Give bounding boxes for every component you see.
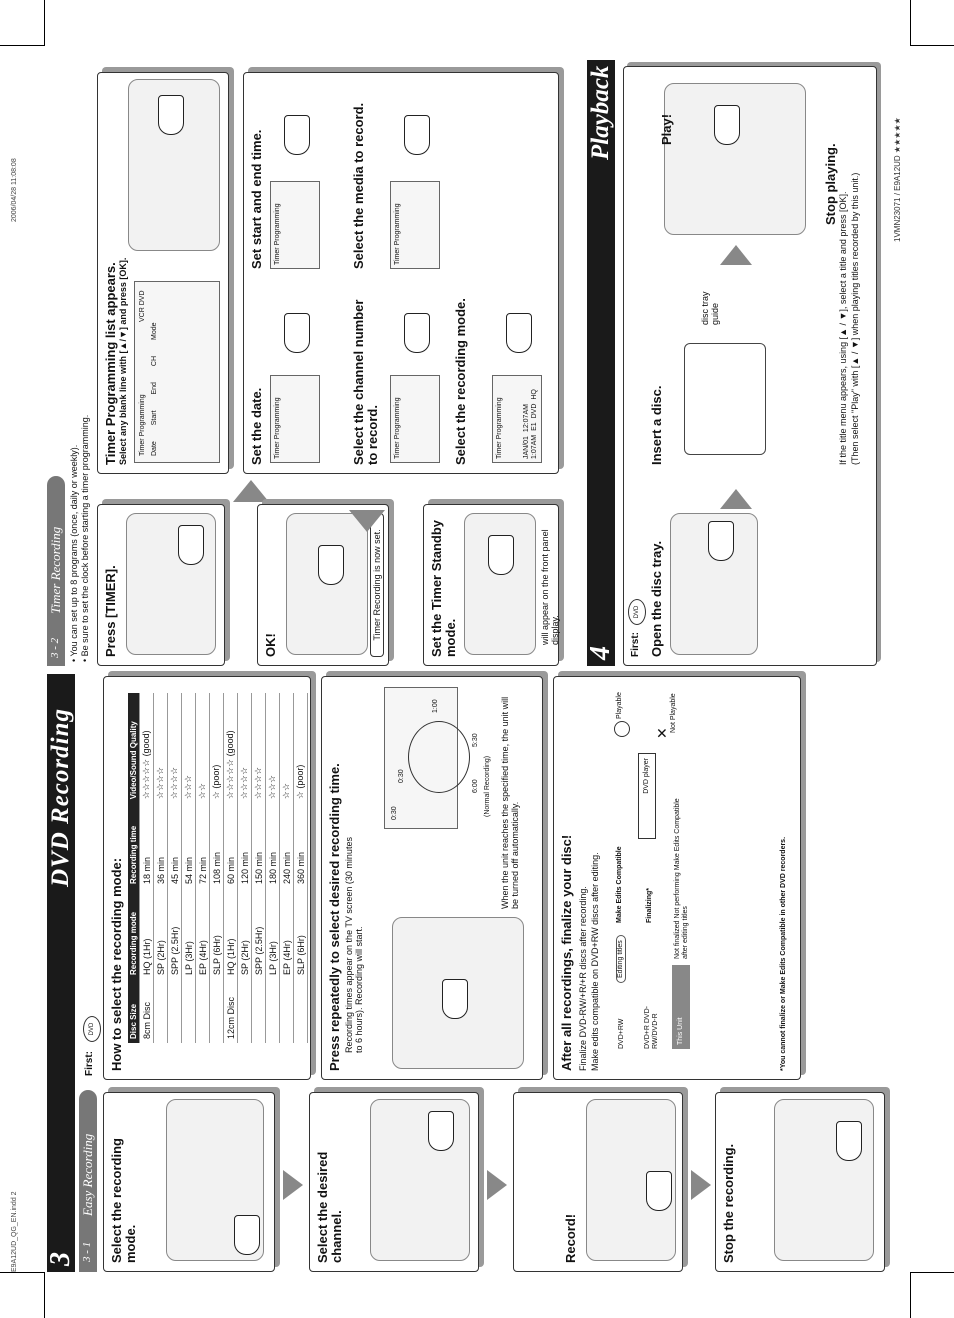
timer-set-message: Timer Recording is now set.: [370, 513, 384, 657]
table-cell: 60 min: [224, 803, 238, 888]
pointing-hand-icon: [234, 1215, 260, 1255]
recording-mode-table: Disc Size Recording mode Recording time Video/Sound Quality 8cm Disc HQ (1Hr) 18 min ☆☆☆☆☆ (good) SP (2Hr) 36 min ☆☆☆☆ SPP (2.5Hr) 45 min ☆☆☆☆ LP (3Hr) 54 min ☆☆☆ EP (4Hr) 72 min ☆☆ SLP (6Hr) 108 min ☆ (poor) 12cm Disc HQ (1Hr) 60 min ☆☆☆☆☆ (good) SP (2Hr) 120 min ☆☆☆☆ SPP (2.5Hr) 150 min ☆☆☆☆ LP (3Hr) 180 min ☆☆☆ EP (4Hr) 240 min ☆☆ SLP (6Hr) 360 min ☆ (poor): [128, 693, 308, 1043]
first-label: First:: [84, 1051, 95, 1076]
table-cell: ☆☆☆☆: [238, 693, 252, 803]
table-cell: SPP (2.5Hr): [168, 888, 182, 979]
table-cell: SPP (2.5Hr): [252, 888, 266, 979]
print-date: 2006/04/28 11:08:08: [11, 158, 18, 222]
table-cell: HQ (1Hr): [224, 888, 238, 979]
step-ok: OK! Timer Recording is now set.: [257, 504, 389, 666]
table-cell: 120 min: [238, 803, 252, 888]
step-press-timer: Press [TIMER].: [97, 504, 225, 666]
pointing-hand-icon: [284, 313, 310, 353]
table-cell: [154, 979, 168, 1043]
playable-icon: [614, 721, 630, 737]
table-cell: LP (3Hr): [182, 888, 196, 979]
table-cell: 108 min: [210, 803, 224, 888]
table-cell: HQ (1Hr): [140, 888, 154, 979]
step-stop-recording: Stop the recording.: [715, 1092, 885, 1272]
recording-time-panel: Press repeatedly to select desired recording time. Recording times appear on the TV screen (30 minutes to 6 hours). Recording will start. 0:30 0:30 1:00 5:30 6:00 (Normal Recording) When the unit reaches the specified time, the unit will be turned off automatically.: [321, 676, 543, 1080]
crop-mark: [0, 1272, 44, 1273]
pointing-hand-icon: [506, 313, 532, 353]
table-cell: SP (2Hr): [154, 888, 168, 979]
crop-mark: [44, 1272, 45, 1318]
table-cell: [210, 979, 224, 1043]
section3-banner: [47, 674, 75, 1272]
table-row: [182, 693, 196, 1043]
sub-easy-recording: 3 - 1 Easy Recording: [79, 1090, 97, 1272]
table-cell: 180 min: [266, 803, 280, 888]
table-cell: [294, 979, 308, 1043]
normal-recording-label: (Normal Recording): [484, 755, 491, 817]
pointing-hand-icon: [284, 115, 310, 155]
dvd-logo-icon: DVD: [83, 1016, 101, 1042]
step-record: Record!: [513, 1092, 683, 1272]
pointing-hand-icon: [708, 521, 734, 561]
table-cell: 54 min: [182, 803, 196, 888]
dvd-logo-icon: DVD: [628, 599, 646, 625]
pointing-hand-icon: [428, 1111, 454, 1151]
table-cell: 150 min: [252, 803, 266, 888]
cycle-2: 5:30: [472, 733, 479, 747]
table-cell: SP (2Hr): [238, 888, 252, 979]
table-row: [280, 693, 294, 1043]
cycle-3: 6:00: [472, 779, 479, 793]
cycle-1: 1:00: [432, 699, 439, 713]
finalize-panel: After all recordings, finalize your disc! Finalize DVD-RW/+R/+R discs after recording. Make edits compatible on DVD+RW discs after editing. DVD+RW Editing titles Make Edits Compatible DVD+R DVD-RW/DVD-R Finalizing* This Unit Not finalized Not performing Make Edits Compatible after editing titles DVD player Playable ✕ Not Playable *You cannot finalize or Make Edits Compatible in other DVD recorders.: [553, 676, 801, 1080]
table-row: [154, 693, 168, 1043]
table-cell: ☆☆: [280, 693, 294, 803]
table-cell: [280, 979, 294, 1043]
step-timer-standby: Set the Timer Standby mode. will appear on the front panel display.: [423, 504, 559, 666]
section4-number: 4: [585, 646, 616, 660]
table-cell: 72 min: [196, 803, 210, 888]
crop-mark: [910, 1272, 911, 1318]
table-cell: [168, 979, 182, 1043]
table-cell: EP (4Hr): [280, 888, 294, 979]
table-cell: ☆☆☆☆☆ (good): [140, 693, 154, 803]
timer-setting-panel: Set the date. Set start and end time. Select the channel number to record. Select the media to record. Select the recording mode. Timer Programming Timer Programming Timer Programming Timer Programming Timer Programming JAN/01 12:07AM 1:07AM E1 DVD HQ: [243, 72, 559, 474]
table-cell: ☆☆☆☆: [154, 693, 168, 803]
timer-screen-channel: Timer Programming: [390, 375, 440, 463]
pointing-hand-icon: [178, 525, 204, 565]
table-cell: ☆☆: [196, 693, 210, 803]
table-cell: ☆☆☆☆: [168, 693, 182, 803]
table-row: [210, 693, 224, 1043]
pointing-hand-icon: [404, 313, 430, 353]
not-playable-icon: ✕: [654, 727, 670, 739]
step-programming-list: Timer Programming list appears. Select any blank line with [▲/▼] and press [OK]. Timer Programming VCR DVD Date Start End CH Mode: [97, 72, 229, 474]
file-code: E9A12UD_QG_EN.indd 2: [11, 1191, 18, 1272]
disc-tray-illustration: [684, 343, 766, 455]
step-select-mode: Select the recording mode.: [103, 1092, 275, 1272]
timer-bullet-1: • You can set up to 8 programs (once, daily or weekly).: [69, 444, 79, 662]
next-arrow-icon: [720, 245, 752, 265]
dvd-player-device: DVD player: [638, 753, 656, 839]
table-cell: 45 min: [168, 803, 182, 888]
table-row: [266, 693, 280, 1043]
table-cell: [182, 979, 196, 1043]
table-cell: 18 min: [140, 803, 154, 888]
table-cell: SLP (6Hr): [294, 888, 308, 979]
tv-screen: 0:30: [384, 687, 458, 829]
table-cell: 8cm Disc: [140, 979, 154, 1043]
table-cell: 360 min: [294, 803, 308, 888]
next-arrow-icon: [487, 1170, 507, 1200]
step-select-channel: Select the desired channel.: [309, 1092, 479, 1272]
recording-mode-panel: How to select the recording mode: Disc Size Recording mode Recording time Video/Sound Quality 8cm Disc HQ (1Hr) 18 min ☆☆☆☆☆ (good) SP (2Hr) 36 min ☆☆☆☆ SPP (2.5Hr) 45 min ☆☆☆☆ LP (3Hr) 54 min ☆☆☆ EP (4Hr) 72 min ☆☆ SLP (6Hr) 108 min ☆ (poor) 12cm Disc HQ (1Hr) 60 min ☆☆☆☆☆ (good) SP (2Hr) 120 min ☆☆☆☆ SPP (2.5Hr) 150 min ☆☆☆☆ LP (3Hr) 180 min ☆☆☆ EP (4Hr) 240 min ☆☆ SLP (6Hr) 360 min ☆ (poor): [103, 676, 311, 1080]
remote-illustration: [370, 1099, 470, 1261]
timer-bullet-2: • Be sure to set the clock before starting a timer programming.: [80, 414, 90, 662]
section4-title: Playback: [587, 65, 614, 160]
stop-label: Stop playing.: [823, 143, 838, 225]
timer-screen-date: Timer Programming: [270, 375, 320, 463]
section4-banner: [587, 60, 615, 666]
table-cell: 12cm Disc: [224, 979, 238, 1043]
time-cycle-diagram: [408, 721, 470, 793]
table-row: [294, 693, 308, 1043]
pointing-hand-icon: [646, 1171, 672, 1211]
table-cell: ☆☆☆☆: [252, 693, 266, 803]
crop-mark: [910, 0, 911, 46]
pointing-hand-icon: [442, 979, 468, 1019]
table-cell: 240 min: [280, 803, 294, 888]
model-code: 1VMN23071 / E9A12UD ★★★★★: [893, 117, 902, 242]
table-row: [168, 693, 182, 1043]
pointing-hand-icon: [714, 105, 740, 145]
pointing-hand-icon: [158, 95, 184, 135]
table-cell: LP (3Hr): [266, 888, 280, 979]
pointing-hand-icon: [318, 545, 344, 585]
crop-mark: [910, 45, 954, 46]
table-cell: SLP (6Hr): [210, 888, 224, 979]
next-arrow-icon: [720, 489, 752, 509]
table-row: [140, 693, 154, 1043]
cycle-0: 0:30: [398, 769, 405, 783]
sub-timer-recording: 3 - 2 Timer Recording: [47, 476, 65, 666]
section3-number: 3: [45, 1252, 76, 1266]
table-row: [196, 693, 210, 1043]
next-arrow-icon: [691, 1170, 711, 1200]
pointing-hand-icon: [836, 1121, 862, 1161]
pointing-hand-icon: [404, 115, 430, 155]
next-arrow-icon: [283, 1170, 303, 1200]
screen-columns: Date Start End CH Mode: [151, 322, 158, 456]
play-label: Play!: [659, 113, 674, 145]
table-cell: ☆☆☆: [182, 693, 196, 803]
crop-mark: [0, 45, 44, 46]
table-cell: [266, 979, 280, 1043]
this-unit-device: This Unit: [672, 965, 690, 1049]
table-cell: [238, 979, 252, 1043]
next-arrow-icon: [233, 480, 269, 502]
timer-screen-mode: Timer Programming JAN/01 12:07AM 1:07AM E1 DVD HQ: [492, 375, 542, 463]
back-arrow-icon: [349, 510, 385, 532]
table-cell: EP (4Hr): [196, 888, 210, 979]
timer-screen-media: Timer Programming: [390, 181, 440, 269]
table-cell: ☆ (poor): [210, 693, 224, 803]
table-cell: ☆☆☆: [266, 693, 280, 803]
table-cell: ☆ (poor): [294, 693, 308, 803]
table-row: [238, 693, 252, 1043]
table-cell: [252, 979, 266, 1043]
pointing-hand-icon: [488, 535, 514, 575]
timer-screen-time: Timer Programming: [270, 181, 320, 269]
crop-mark: [44, 0, 45, 46]
page-canvas: [11, 60, 920, 1272]
table-row: [224, 693, 238, 1043]
timer-list-screen: Timer Programming VCR DVD Date Start End CH Mode: [134, 281, 220, 463]
table-cell: 36 min: [154, 803, 168, 888]
table-row: [252, 693, 266, 1043]
section3-title: DVD Recording: [47, 708, 74, 887]
crop-mark: [910, 1272, 954, 1273]
table-cell: [196, 979, 210, 1043]
table-cell: ☆☆☆☆☆ (good): [224, 693, 238, 803]
playback-panel: First: DVD Open the disc tray. Insert a disc. disc tray guide Play! Stop playing. If the title menu appears, using [▲ / ▼], select a title and press [OK]. (Then select "Play" with [▲ / ▼] when playing titles recorded by this unit.): [623, 66, 877, 666]
